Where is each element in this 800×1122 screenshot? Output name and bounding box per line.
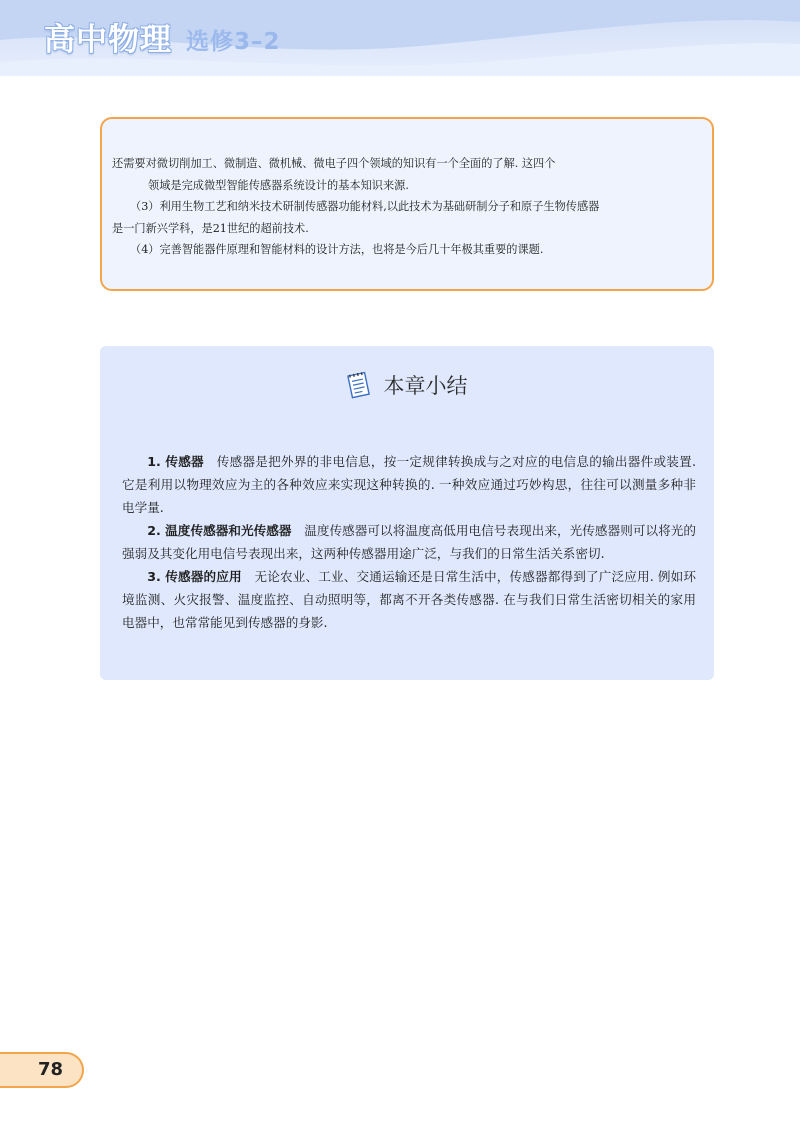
summary-body bbox=[122, 450, 696, 634]
reading-box-continuation bbox=[100, 117, 714, 291]
continuation-line: （3）利用生物工艺和纳米技术研制传感器功能材料,以此技术为基础研制分子和原子生物传感器 bbox=[130, 200, 600, 213]
summary-header bbox=[100, 370, 714, 400]
book-volume-label: 选修3–2 bbox=[186, 29, 281, 55]
summary-item-heading: 1. 传感器 bbox=[147, 454, 204, 469]
continuation-line: 还需要对微切削加工、微制造、微机械、微电子四个领域的知识有一个全面的了解. 这四个 bbox=[112, 157, 556, 170]
summary-item-text: 传感器是把外界的非电信息，按一定规律转换成与之对应的电信息的输出器件或装置. 它是利用以物理效应为主的各种效应来实现这种转换的. 一种效应通过巧妙构思，往往可以测量多种非电学量. bbox=[122, 454, 696, 515]
summary-item-text: 温度传感器可以将温度高低用电信号表现出来，光传感器则可以将光的强弱及其变化用电信号表现出来，这两种传感器用途广泛，与我们的日常生活关系密切. bbox=[122, 523, 697, 561]
summary-title: 本章小结 bbox=[383, 374, 468, 398]
chapter-summary-panel bbox=[100, 346, 714, 680]
summary-item bbox=[122, 450, 696, 519]
summary-item-text: 无论农业、工业、交通运输还是日常生活中，传感器都得到了广泛应用. 例如环境监测、火灾报警、温度监控、自动照明等，都离不开各类传感器. 在与我们日常生活密切相关的家用电器中，也常常能见到传感器的身影. bbox=[122, 569, 696, 630]
page-number-tab bbox=[0, 1052, 84, 1088]
continuation-line: （4）完善智能器件原理和智能材料的设计方法，也将是今后几十年极其重要的课题. bbox=[130, 243, 544, 256]
summary-item bbox=[122, 565, 696, 634]
continuation-line: 是一门新兴学科，是21世纪的超前技术. bbox=[112, 221, 309, 235]
page-number: 78 bbox=[38, 1059, 64, 1080]
book-title: 高中物理 bbox=[44, 22, 172, 58]
continuation-line: 领域是完成微型智能传感器系统设计的基本知识来源. bbox=[148, 178, 409, 192]
summary-item bbox=[122, 519, 696, 565]
summary-item-heading: 2. 温度传感器和光传感器 bbox=[147, 523, 292, 538]
notepad-icon bbox=[346, 370, 372, 400]
summary-item-heading: 3. 传感器的应用 bbox=[147, 569, 242, 584]
